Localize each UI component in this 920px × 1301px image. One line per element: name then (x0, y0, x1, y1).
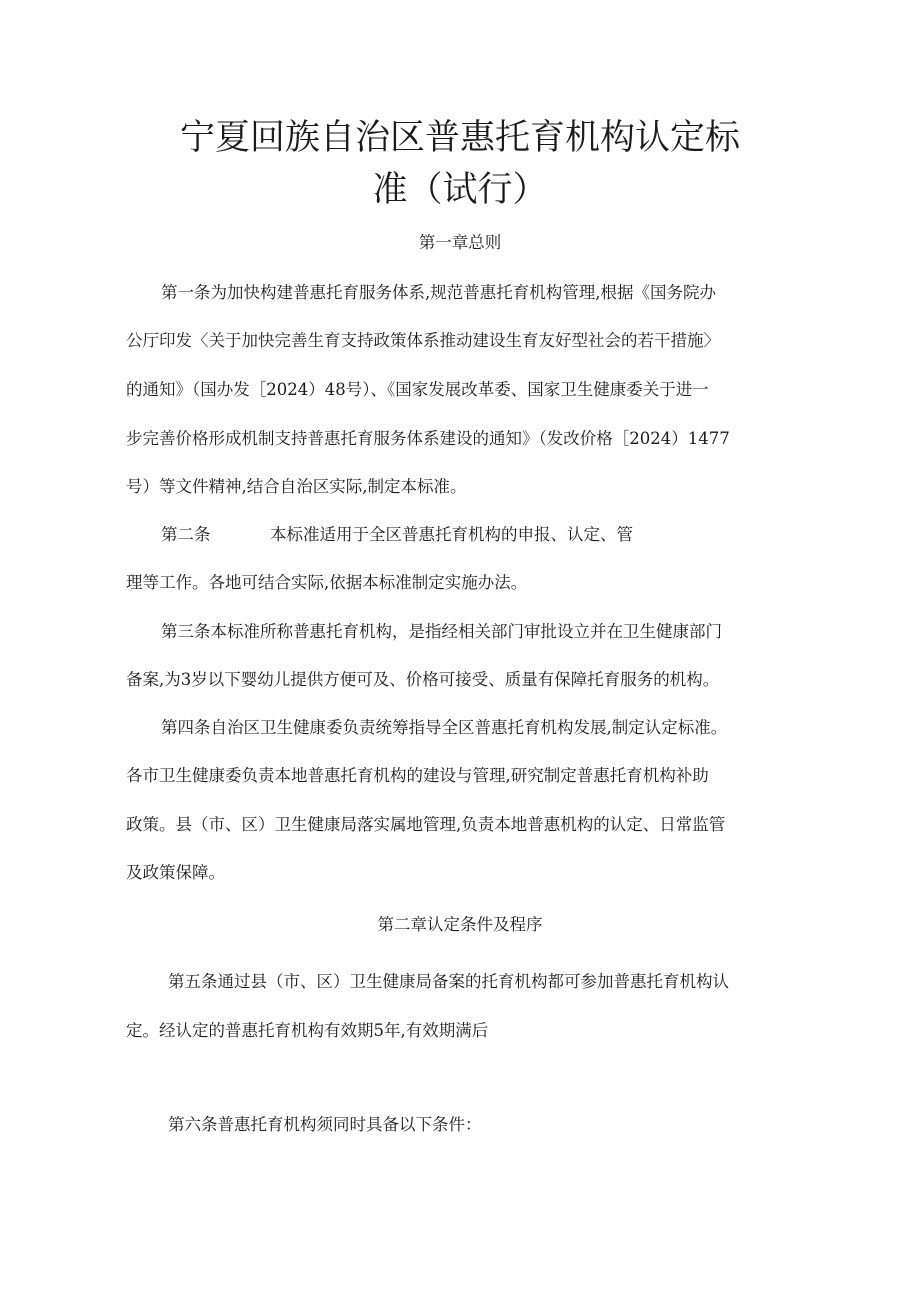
document-title-line-1: 宁夏回族自治区普惠托育机构认定标 (179, 118, 740, 158)
article-4-line: 及政策保障。 (126, 863, 225, 882)
article-5-line: 定。经认定的普惠托育机构有效期5年,有效期满后 (126, 1021, 489, 1040)
chapter-2-heading: 第二章认定条件及程序 (377, 915, 543, 934)
article-1-line: 步完善价格形成机制支持普惠托育服务体系建设的通知》（发改价格［2024）1477 (126, 429, 730, 448)
article-3-line: 第三条本标准所称普惠托育机构，是指经相关部门审批设立并在卫生健康部门 (161, 622, 722, 641)
article-4-line: 各市卫生健康委负责本地普惠托育机构的建设与管理,研究制定普惠托育机构补助 (126, 766, 709, 785)
article-2-label: 第二条 (161, 525, 211, 544)
article-4-line: 政策。县（市、区）卫生健康局落实属地管理,负责本地普惠机构的认定、日常监管 (126, 815, 726, 834)
article-2-line: 理等工作。各地可结合实际,依据本标准制定实施办法。 (126, 573, 528, 592)
article-1-line: 第一条为加快构建普惠托育服务体系,规范普惠托育机构管理,根据《国务院办 (161, 283, 716, 302)
article-4-line: 第四条自治区卫生健康委负责统筹指导全区普惠托育机构发展,制定认定标准。 (161, 718, 728, 737)
article-5-line: 第五条通过县（市、区）卫生健康局备案的托育机构都可参加普惠托育机构认 (168, 972, 729, 991)
article-6-line: 第六条普惠托育机构须同时具备以下条件： (168, 1115, 482, 1134)
article-1-line: 的通知》（国办发［2024）48号）、《国家发展改革委、国家卫生健康委关于进一 (126, 380, 709, 399)
article-1-line: 公厅印发〈关于加快完善生育支持政策体系推动建设生育友好型社会的若干措施〉 (126, 331, 720, 350)
article-1-line: 号）等文件精神,结合自治区实际,制定本标准。 (126, 477, 467, 496)
chapter-1-heading: 第一章总则 (418, 233, 502, 252)
article-2-text: 本标准适用于全区普惠托育机构的申报、认定、管 (270, 525, 633, 544)
document-title-line-2: 准（试行） (372, 170, 548, 210)
article-3-line: 备案,为3岁以下婴幼儿提供方便可及、价格可接受、质量有保障托育服务的机构。 (126, 670, 720, 689)
